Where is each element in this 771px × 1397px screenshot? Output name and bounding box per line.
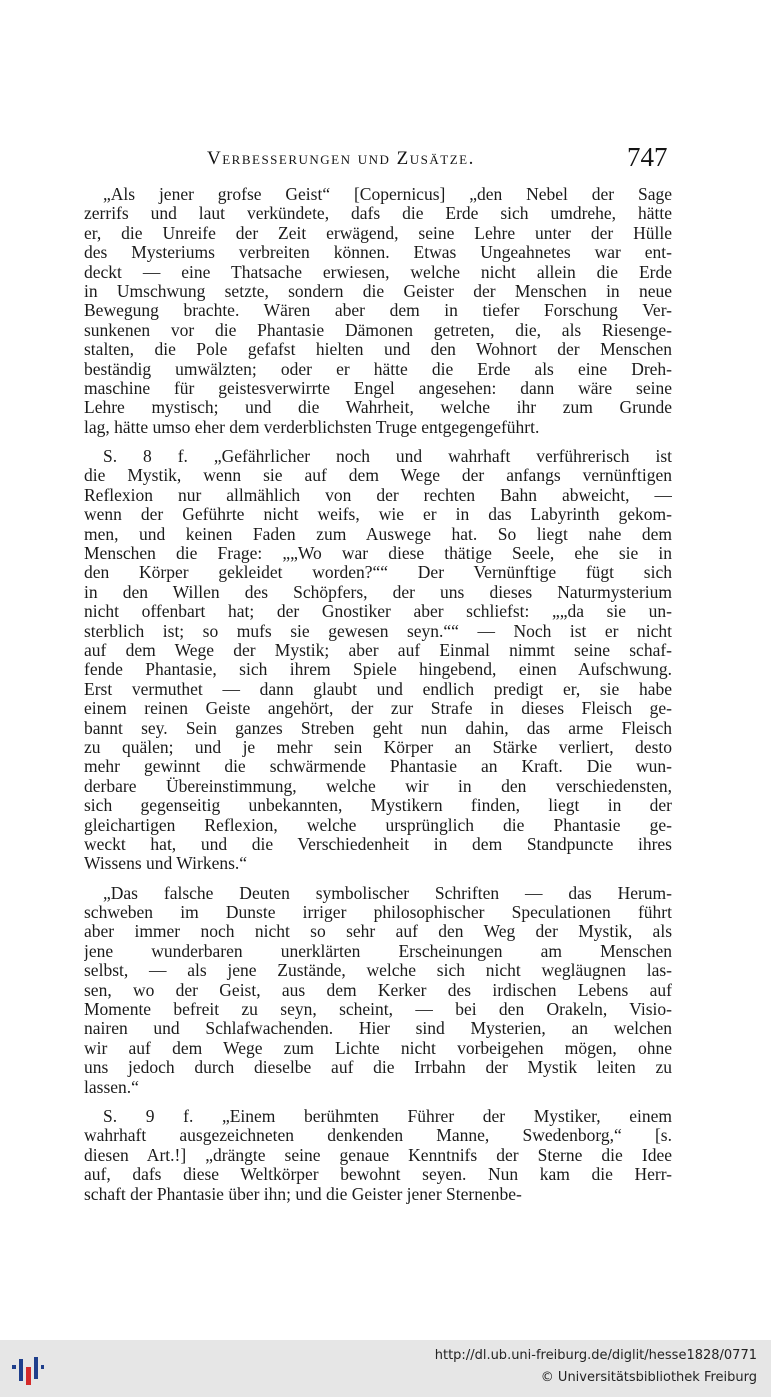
text-line: deckt — eine Thatsache erwiesen, welche nicht allein die Erde <box>84 262 672 282</box>
text-line: schaft der Phantasie über ihn; und die Geister jener Sternenbe- <box>84 1184 522 1204</box>
paragraph <box>84 1107 672 1204</box>
text-line: auf dem Wege der Mystik; aber auf Einmal nimmt seine schaf- <box>84 640 672 660</box>
text-line: selbst, — als jene Zustände, welche sich nicht wegläugnen las- <box>84 961 672 981</box>
text-line: uns jedoch durch dieselbe auf die Irrbahn der Mystik leiten zu <box>84 1058 672 1078</box>
text-line: aber immer noch nicht so sehr auf den Weg der Mystik, als <box>84 922 672 942</box>
text-line: sich gegenseitig unbekannten, Mystikern finden, liegt in der <box>84 796 672 816</box>
paragraph <box>84 185 672 437</box>
text-line: wahrhaft ausgezeichneten denkenden Manne, Swedenborg,“ [s. <box>84 1126 672 1146</box>
paragraph <box>84 447 672 874</box>
text-line: jene wunderbaren unerklärten Erscheinungen am Menschen <box>84 941 672 961</box>
paragraph-gap <box>84 437 672 447</box>
text-line: des Mysteriums verbreiten können. Etwas Ungeahnetes war ent- <box>84 243 672 263</box>
text-line: wenn der Geführte nicht weifs, wie er in das Labyrinth gekom- <box>84 505 672 525</box>
text-line: Menschen die Frage: „„Wo war diese thätige Seele, ehe sie in <box>84 544 672 564</box>
text-line: zu quälen; und je mehr sein Körper an Stärke verliert, desto <box>84 737 672 757</box>
text-line: einem reinen Geiste angehört, der zur Strafe in dieses Fleisch ge- <box>84 699 672 719</box>
text-line: Lehre mystisch; und die Wahrheit, welche ihr zum Grunde <box>84 398 672 418</box>
paragraph-gap <box>84 874 672 884</box>
text-line: S. 9 f. „Einem berühmten Führer der Mystiker, einem <box>103 1106 672 1126</box>
text-line: nicht offenbart hat; der Gnostiker aber schliefst: „„da sie un- <box>84 602 672 622</box>
copyright-notice: © Universitätsbibliothek Freiburg <box>540 1370 757 1385</box>
text-line: maschine für geistesverwirrte Engel angesehen: dann wäre seine <box>84 378 672 398</box>
text-line: weckt hat, und die Verschiedenheit in dem Standpuncte ihres <box>84 834 672 854</box>
page-number: 747 <box>627 142 668 172</box>
text-line: die Mystik, wenn sie auf dem Wege der anfangs vernünftigen <box>84 466 672 486</box>
text-line: auf, dafs diese Weltkörper bewohnt seyen. Nun kam die Herr- <box>84 1165 672 1185</box>
page-header <box>0 142 771 180</box>
text-line: Wissens und Wirkens.“ <box>84 854 248 874</box>
text-line: wir auf dem Wege zum Lichte nicht vorbeigehen mögen, ohne <box>84 1038 672 1058</box>
text-line: derbare Übereinstimmung, welche wir in den verschiedensten, <box>84 776 672 796</box>
text-line: nairen und Schlafwachenden. Hier sind Mysterien, an welchen <box>84 1019 672 1039</box>
text-line: den Körper gekleidet worden?““ Der Vernünftige fügt sich <box>84 563 672 583</box>
text-line: stalten, die Pole gefafst hielten und den Wohnort der Menschen <box>84 340 672 360</box>
paragraph <box>84 884 672 1097</box>
text-line: „Das falsche Deuten symbolischer Schriften — das Herum- <box>103 883 672 903</box>
library-logo-icon[interactable] <box>12 1353 44 1385</box>
text-line: diesen Art.!] „drängte seine genaue Kenntnifs der Sterne die Idee <box>84 1145 672 1165</box>
text-line: sterblich ist; so mufs sie gewesen seyn.““ — Noch ist er nicht <box>84 621 672 641</box>
running-title: Verbesserungen und Zusätze. <box>207 148 475 169</box>
text-line: Momente befreit zu seyn, scheint, — bei den Orakeln, Visio- <box>84 1000 672 1020</box>
text-line: „Als jener grofse Geist“ [Copernicus] „den Nebel der Sage <box>103 185 672 204</box>
text-line: lassen.“ <box>84 1077 139 1097</box>
text-line: Bewegung brachte. Wären aber dem in tiefer Forschung Ver- <box>84 301 672 321</box>
text-line: Reflexion nur allmählich von der rechten Bahn abweicht, — <box>84 485 672 505</box>
body-text <box>84 185 672 1204</box>
text-line: Erst vermuthet — dann glaubt und endlich predigt er, sie habe <box>84 679 672 699</box>
text-line: mehr gewinnt die schwärmende Phantasie an Kraft. Die wun- <box>84 757 672 777</box>
text-line: zerrifs und laut verkündete, dafs die Erde sich umdrehe, hätte <box>84 204 672 224</box>
text-line: schweben im Dunste irriger philosophischer Speculationen führt <box>84 903 672 923</box>
text-line: sen, wo der Geist, aus dem Kerker des irdischen Lebens auf <box>84 980 672 1000</box>
text-line: lag, hätte umso eher dem verderblichsten Truge entgegengeführt. <box>84 417 540 437</box>
text-line: gleichartigen Reflexion, welche ursprünglich die Phantasie ge- <box>84 815 672 835</box>
permalink-url[interactable]: http://dl.ub.uni-freiburg.de/diglit/hesse1828/0771 <box>434 1348 757 1363</box>
text-line: beständig umwälzten; oder er hätte die Erde als eine Dreh- <box>84 359 672 379</box>
text-line: S. 8 f. „Gefährlicher noch und wahrhaft verführerisch ist <box>103 447 672 467</box>
text-line: in Umschwung setzte, sondern die Geister der Menschen in neue <box>84 281 672 301</box>
text-line: fende Phantasie, sich ihrem Spiele hingebend, einen Aufschwung. <box>84 660 672 680</box>
paragraph-gap <box>84 1097 672 1107</box>
text-line: bannt sey. Sein ganzes Streben geht nun dahin, das arme Fleisch <box>84 718 672 738</box>
text-line: in den Willen des Schöpfers, der uns dieses Naturmysterium <box>84 582 672 602</box>
text-line: men, und keinen Faden zum Auswege hat. So liegt nahe dem <box>84 524 672 544</box>
footer-bar <box>0 1340 771 1397</box>
text-line: er, die Unreife der Zeit erwägend, seine Lehre unter der Hülle <box>84 223 672 243</box>
text-line: sunkenen vor die Phantasie Dämonen getreten, die, als Riesenge- <box>84 320 672 340</box>
